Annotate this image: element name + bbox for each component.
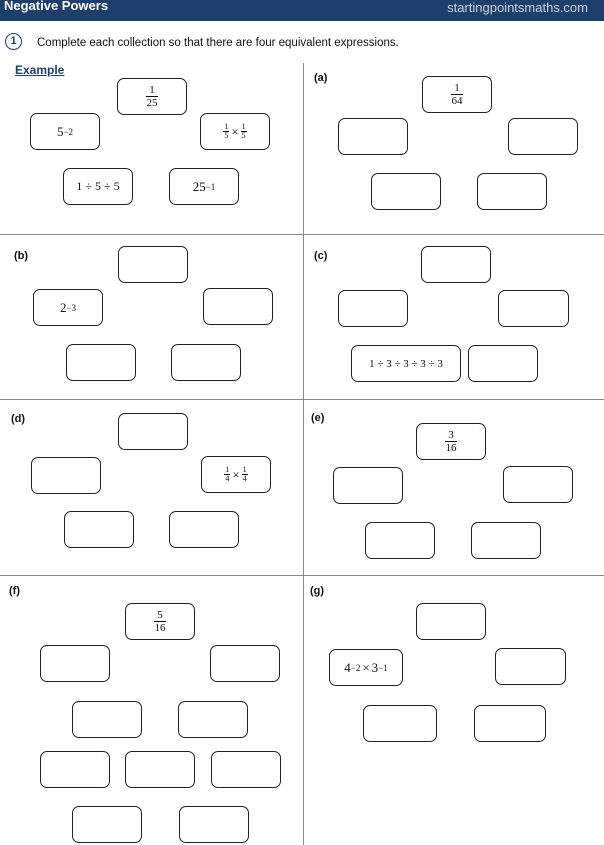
part-c-label: (c) (314, 250, 328, 262)
part-g-label: (g) (310, 585, 325, 597)
part-f-blank-box[interactable] (125, 751, 195, 788)
part-f-blank-box[interactable] (211, 751, 281, 788)
part-d-blank-box[interactable] (31, 457, 101, 494)
part-g-blank-box[interactable] (363, 705, 437, 742)
part-c-blank-box[interactable] (421, 246, 491, 283)
part-f-label: (f) (9, 585, 20, 597)
part-g-blank-box[interactable] (416, 603, 486, 640)
part-c-division-box: 1 ÷ 3 ÷ 3 ÷ 3 ÷ 3 (351, 345, 461, 382)
part-e-blank-box[interactable] (333, 467, 403, 504)
row-divider-1 (0, 234, 604, 235)
part-a-blank-box[interactable] (338, 118, 408, 155)
part-f-blank-box[interactable] (72, 701, 142, 738)
part-a-blank-box[interactable] (371, 173, 441, 210)
part-b-blank-box[interactable] (118, 246, 188, 283)
part-f-blank-box[interactable] (40, 751, 110, 788)
part-d-blank-box[interactable] (64, 511, 134, 548)
part-g-blank-box[interactable] (474, 705, 546, 742)
worksheet-title: Negative Powers (4, 0, 109, 13)
row-divider-3 (0, 575, 604, 576)
part-c-blank-box[interactable] (498, 290, 569, 327)
example-division-box: 1 ÷ 5 ÷ 5 (63, 168, 133, 205)
site-name: startingpointsmaths.com (447, 0, 588, 15)
part-b-blank-box[interactable] (66, 344, 136, 381)
part-b-power-box: 2 −3 (33, 289, 103, 326)
example-power2-box: 25 −1 (169, 168, 239, 205)
part-a-blank-box[interactable] (477, 173, 547, 210)
part-a-blank-box[interactable] (508, 118, 578, 155)
part-e-blank-box[interactable] (365, 522, 435, 559)
column-divider (303, 63, 304, 845)
instruction-text: Complete each collection so that there are four equivalent expressions. (37, 37, 399, 49)
row-divider-2 (0, 399, 604, 400)
part-b-blank-box[interactable] (171, 344, 241, 381)
question-number: 1 (5, 33, 22, 50)
example-product-box: $\frac{1}{5}$ × $\frac{1}{5}$ (200, 113, 270, 150)
part-f-blank-box[interactable] (179, 806, 249, 843)
part-d-blank-box[interactable] (118, 413, 188, 450)
header-bar (0, 0, 604, 21)
part-a-fraction-box: $\frac{1}{64}$ (422, 76, 492, 113)
part-d-blank-box[interactable] (169, 511, 239, 548)
part-f-blank-box[interactable] (178, 701, 248, 738)
part-e-blank-box[interactable] (471, 522, 541, 559)
example-fraction-box: $\frac{1}{25}$ (117, 78, 187, 115)
part-f-fraction-box: $\frac{5}{16}$ (125, 603, 195, 640)
part-d-product-box: $\frac{1}{4}$ × $\frac{1}{4}$ (201, 456, 271, 493)
part-f-blank-box[interactable] (210, 645, 280, 682)
part-b-blank-box[interactable] (203, 288, 273, 325)
part-c-blank-box[interactable] (338, 290, 408, 327)
part-f-blank-box[interactable] (72, 806, 142, 843)
part-e-blank-box[interactable] (503, 466, 573, 503)
example-label: Example (15, 63, 65, 77)
part-e-fraction-box: $\frac{3}{16}$ (416, 423, 486, 460)
part-g-blank-box[interactable] (495, 648, 566, 685)
part-b-label: (b) (14, 250, 29, 262)
part-d-label: (d) (11, 413, 26, 425)
part-g-expression-box: 4 −2 × 3 −1 (329, 649, 403, 686)
part-c-blank-box[interactable] (468, 345, 538, 382)
part-a-label: (a) (314, 72, 328, 84)
example-power-box: 5 −2 (30, 113, 100, 150)
part-e-label: (e) (311, 412, 325, 424)
part-f-blank-box[interactable] (40, 645, 110, 682)
